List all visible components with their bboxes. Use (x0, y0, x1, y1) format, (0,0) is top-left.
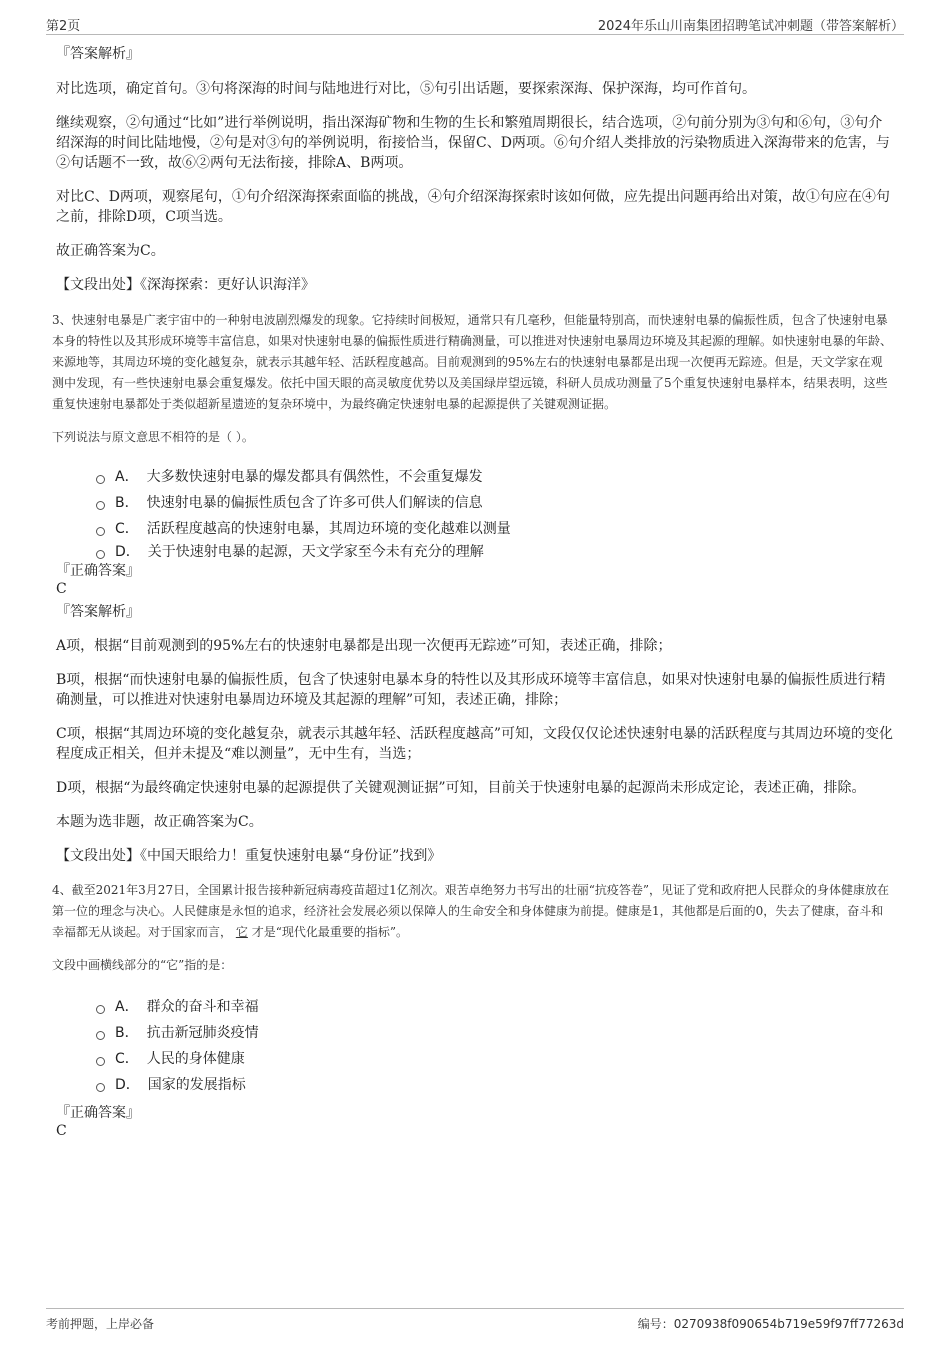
page-footer (46, 1308, 904, 1333)
q2-analysis-p1: 对比选项，确定首句。③句将深海的时间与陆地进行对比，⑤句引出话题，要探索深海、保护深海，均可作首句。 (56, 81, 756, 97)
q4-question: 文段中画横线部分的“它”指的是： (52, 958, 233, 972)
document-title: 2024年乐山川南集团招聘笔试冲刺题（带答案解析） (597, 19, 904, 34)
q3-analysis-a: A项，根据“目前观测到的95%左右的快速射电暴都是出现一次便再无踪迹”可知，表述正确，排除； (56, 638, 672, 654)
q3-analysis-b: B项，根据“而快速射电暴的偏振性质，包含了快速射电暴本身的特性以及其形成环境等丰富信息，如果对快速射电暴的偏振性质进行精确测量，可以推进对快速射电暴周边环境及其起源的理解”可知，表述正确，排除； (56, 672, 886, 708)
q2-analysis-p3: 对比C、D两项，观察尾句，①句介绍深海探索面临的挑战，④句介绍深海探索时该如何做，应先提出问题再给出对策，故①句应在④句之前，排除D项，C项当选。 (56, 189, 890, 225)
q3-option-c[interactable]: C． 活跃程度越高的快速射电暴，其周边环境的变化越难以测量 (96, 516, 894, 542)
footer-slogan: 考前押题，上岸必备 (46, 1317, 155, 1331)
q3-analysis-d: D项，根据“为最终确定快速射电暴的起源提供了关键观测证据”可知，目前关于快速射电暴的起源尚未形成定论，表述正确，排除。 (56, 780, 866, 796)
q3-passage: 3、快速射电暴是广袤宇宙中的一种射电波剧烈爆发的现象。它持续时间极短，通常只有几毫秒，但能量特别高，而快速射电暴的偏振性质，包含了快速射电暴本身的特性以及其形成环境等丰富信息，如果对快速射电暴的偏振性质进行精确测量，可以推进对快速射电暴周边环境及其起源的理解。如快速射电暴的年龄、来源地等，其周边环境的变化越复杂，就表示其越年轻、活跃程度越高。目前观测到的95%左右的快速射电暴都是出现一次便再无踪迹。但是，天文学家在观测中发现，有一些快速射电暴会重复爆发。依托中国天眼的高灵敏度优势以及美国绿岸望远镜，科研人员成功测量了5个重复快速射电暴样本，结果表明，这些重复快速射电暴都处于类似超新星遗迹的复杂环境中，为最终确定快速射电暴的起源提供了关键观测证据。 (52, 313, 893, 411)
q3-analysis-conclusion: 本题为选非题，故正确答案为C。 (56, 814, 263, 830)
q3-question: 下列说法与原文意思不相符的是（ ）。 (52, 430, 254, 444)
document-serial: 编号：0270938f090654b719e59f97ff77263d (637, 1317, 904, 1331)
q3-option-b[interactable]: B． 快速射电暴的偏振性质包含了许多可供人们解读的信息 (96, 490, 894, 516)
page-header (46, 14, 904, 35)
q3-analysis-label: 『答案解析』 (56, 604, 140, 620)
radio-icon[interactable] (96, 1057, 105, 1066)
radio-icon[interactable] (96, 501, 105, 510)
q3-answer-label: 『正确答案』 (56, 563, 140, 579)
q4-passage: 4、截至2021年3月27日，全国累计报告接种新冠病毒疫苗超过1亿剂次。艰苦卓绝努力书写出的壮丽“抗疫答卷”，见证了党和政府把人民群众的身体健康放在第一位的理念与决心。人民健康是永恒的追求，经济社会发展必须以保障人的生命安全和身体健康为前提。健康是1，其他都是后面的0，失去了健康，奋斗和幸福都无从谈起。对于国家而言， 它 才是“现代化最重要的指标”。 (52, 883, 889, 939)
q2-source: 【文段出处】《深海探索：更好认识海洋》 (56, 277, 315, 293)
q4-answer-label: 『正确答案』 (56, 1105, 140, 1121)
q3-analysis-c: C项，根据“其周边环境的变化越复杂，就表示其越年轻、活跃程度越高”可知，文段仅仅论述快速射电暴的活跃程度与其周边环境的变化程度成正相关，但并未提及“难以测量”，无中生有，当选； (56, 726, 894, 762)
q4-option-d[interactable]: D． 国家的发展指标 (96, 1072, 894, 1098)
q3-option-a[interactable]: A． 大多数快速射电暴的爆发都具有偶然性，不会重复爆发 (96, 464, 894, 490)
q3-source: 【文段出处】《中国天眼给力！重复快速射电暴“身份证”找到》 (56, 848, 442, 864)
q4-option-a[interactable]: A． 群众的奋斗和幸福 (96, 994, 894, 1020)
q3-options (96, 464, 894, 562)
q2-analysis-p4: 故正确答案为C。 (56, 243, 165, 259)
q2-analysis-label: 『答案解析』 (56, 46, 140, 62)
q3-answer: C (56, 581, 67, 597)
q4-option-c[interactable]: C． 人民的身体健康 (96, 1046, 894, 1072)
radio-icon[interactable] (96, 527, 105, 536)
q4-option-b[interactable]: B． 抗击新冠肺炎疫情 (96, 1020, 894, 1046)
q3-option-d[interactable]: D． 关于快速射电暴的起源，天文学家至今未有充分的理解 (96, 542, 894, 562)
q2-analysis-p2: 继续观察，②句通过“比如”进行举例说明，指出深海矿物和生物的生长和繁殖周期很长，结合选项，②句前分别为③句和⑥句，③句介绍深海的时间比陆地慢，②句是对③句的举例说明，衔接恰当，保留C、D两项。⑥句介绍人类排放的污染物质进入深海带来的危害，与②句话题不一致，故⑥②两句无法衔接，排除A、B两项。 (56, 115, 890, 171)
radio-icon[interactable] (96, 1005, 105, 1014)
radio-icon[interactable] (96, 475, 105, 484)
radio-icon[interactable] (96, 1083, 105, 1092)
underlined-pronoun: 它 (235, 925, 248, 939)
radio-icon[interactable] (96, 550, 105, 559)
q4-answer: C (56, 1123, 67, 1139)
page-number: 第2页 (46, 19, 81, 34)
content (52, 44, 894, 1140)
radio-icon[interactable] (96, 1031, 105, 1040)
q4-options (96, 994, 894, 1098)
